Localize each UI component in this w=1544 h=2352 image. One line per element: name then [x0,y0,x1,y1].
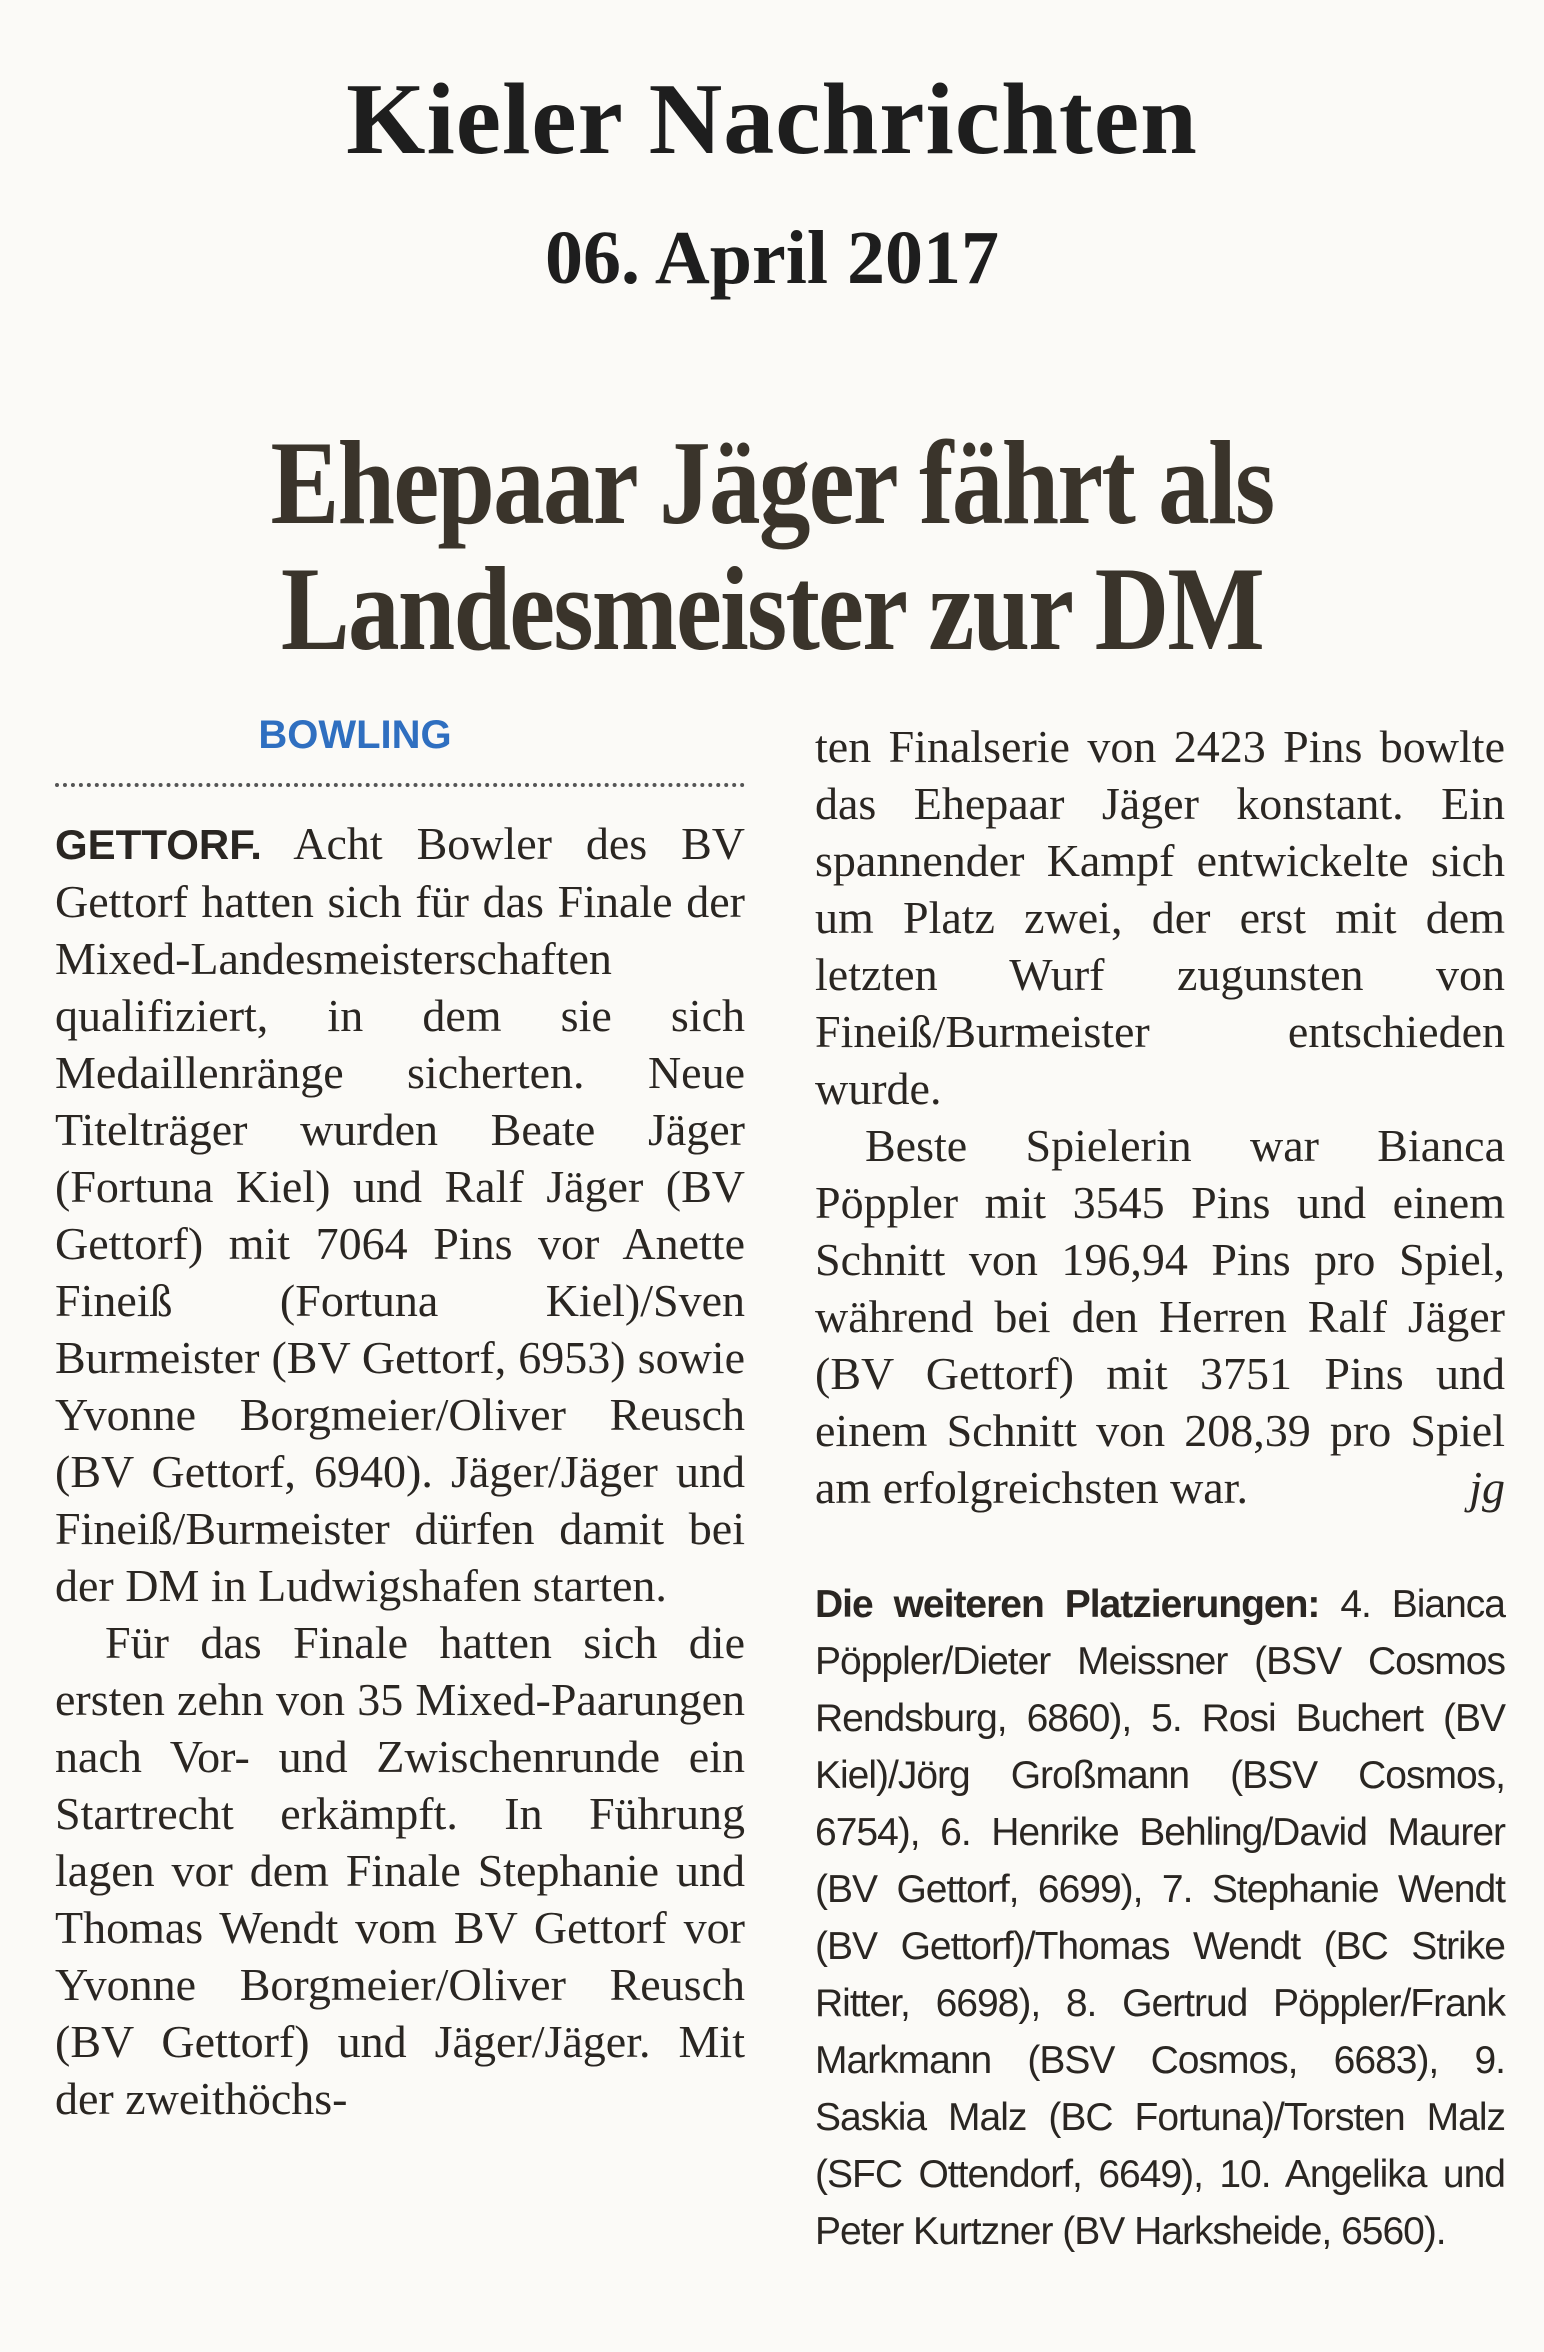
article-column-right [815,718,1505,2260]
further-results [815,1576,1505,2260]
author-initials: jg [1469,1462,1505,1513]
headline-line-1: Ehepaar Jäger fährt als [270,416,1274,549]
article-headline [108,416,1436,675]
publication-date: 06. April 2017 [545,216,999,300]
paragraph-3-text: Beste Spielerin war Bianca Pöppler mit 3545 Pins und einem Schnitt von 196,94 Pins pro Spiel, während bei den Herren Ralf Jäger (BV Gettorf) mit 3751 Pins und einem Schnitt von 208,39 pro Spiel am erfolgreichsten war. [815,1120,1505,1513]
masthead [0,50,1544,318]
newspaper-name: Kieler Nachrichten [346,63,1198,176]
article-column-left [55,705,745,2127]
paragraph-1 [55,815,745,1614]
paragraph-3 [815,1117,1505,1516]
paragraph-1-text: Acht Bowler des BV Gettorf hatten sich für das Finale der Mixed-Landesmeisterschaften qualifiziert, in dem sie sich Medaillenränge sicherten. Neue Titelträger wurden Beate Jäger (Fortuna Kiel) und Ralf Jäger (BV Gettorf) mit 7064 Pins vor Anette Fineiß (Fortuna Kiel)/Sven Burmeister (BV Gettorf, 6953) sowie Yvonne Borgmeier/Oliver Reusch (BV Gettorf, 6940). Jäger/Jäger und Fineiß/Burmeister dürfen damit bei der DM in Ludwigshafen starten. [55,818,745,1611]
paragraph-2: Für das Finale hatten sich die ersten zehn von 35 Mixed-Paarungen nach Vor- und Zwischenrunde ein Startrecht erkämpft. In Führung lagen vor dem Finale Stephanie und Thomas Wendt vom BV Gettorf vor Yvonne Borgmeier/Oliver Reusch (BV Gettorf) und Jäger/Jäger. Mit der zweithöchs- [55,1617,745,2124]
paragraph-2-continued: ten Finalserie von 2423 Pins bowlte das Ehepaar Jäger konstant. Ein spannender Kampf entwickelte sich um Platz zwei, der erst mit dem letzten Wurf zugunsten von Fineiß/Burmeister entschieden wurde. [815,721,1505,1114]
results-text: 4. Bianca Pöppler/Dieter Meissner (BSV Cosmos Rendsburg, 6860), 5. Rosi Buchert (BV Kiel)/Jörg Großmann (BSV Cosmos, 6754), 6. Henrike Behling/David Maurer (BV Gettorf, 6699), 7. Stephanie Wendt (BV Gettorf)/Thomas Wendt (BC Strike Ritter, 6698), 8. Gertrud Pöppler/Frank Markmann (BSV Cosmos, 6683), 9. Saskia Malz (BC Fortuna)/Torsten Malz (SFC Ottendorf, 6649), 10. Angelika und Peter Kurtzner (BV Harksheide, 6560). [815,1583,1505,2253]
rubric-label: BOWLING [258,713,452,757]
headline-line-2: Landesmeister zur DM [280,542,1264,675]
dotted-divider [55,775,745,787]
dateline: GETTORF. [55,821,262,868]
results-lead: Die weiteren Platzierungen: [815,1583,1320,1626]
